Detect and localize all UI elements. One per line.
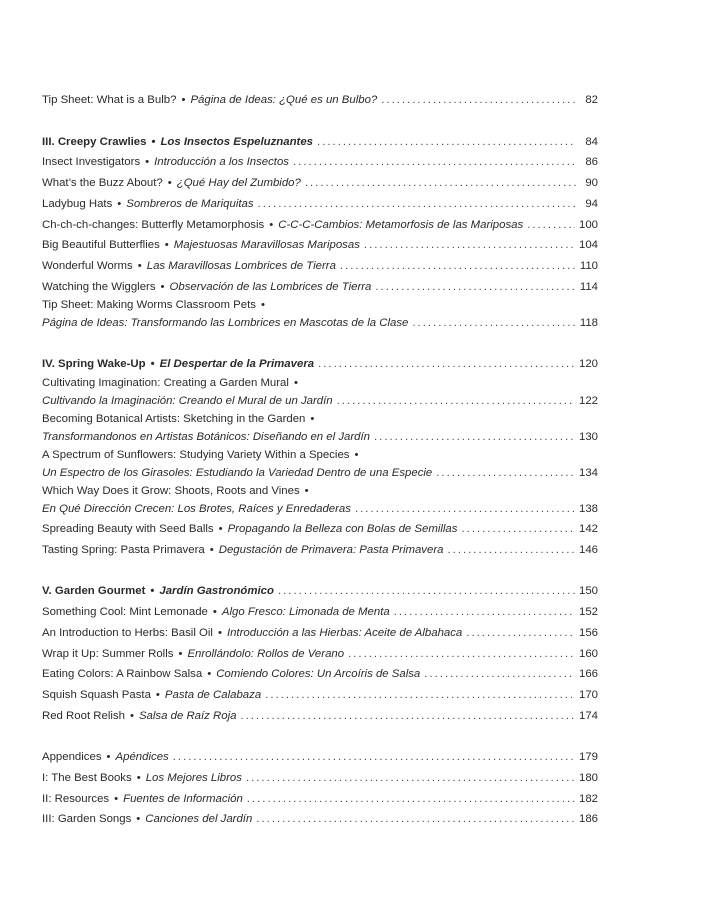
dot-leader (317, 132, 576, 153)
entry-title-english: Tasting Spring: Pasta Primavera (42, 543, 205, 556)
page-number: 86 (585, 156, 598, 169)
entry-title-english: IV. Spring Wake-Up (42, 358, 146, 371)
entry-title-spanish: Apéndices (115, 751, 169, 764)
table-of-contents (42, 90, 598, 830)
entry-title-english: Wrap it Up: Summer Rolls (42, 647, 174, 660)
entry-title-english: Spreading Beauty with Seed Balls (42, 523, 214, 536)
entry-title-spanish: Las Maravillosas Lombrices de Tierra (146, 259, 336, 272)
bullet-separator: • (117, 197, 122, 210)
bullet-separator: • (150, 358, 155, 371)
dot-leader (527, 215, 575, 236)
entry-title-spanish: Canciones del Jardín (145, 813, 253, 826)
toc-entry (42, 706, 598, 727)
bullet-separator: • (178, 647, 183, 660)
dot-leader (246, 768, 575, 789)
entry-title-spanish: Transformandonos en Artistas Botánicos: Diseñando en el Jardín (42, 431, 370, 444)
toc-entry (42, 277, 598, 298)
dot-leader (256, 809, 575, 830)
entry-title-english: A Spectrum of Sunflowers: Studying Variety Within a Species (42, 449, 350, 462)
entry-title-spanish: C-C-C-Cambios: Metamorfosis de las Mariposas (278, 218, 524, 231)
bullet-separator: • (155, 688, 160, 701)
bullet-separator: • (293, 377, 298, 390)
entry-title-english: Big Beautiful Butterflies (42, 239, 160, 252)
entry-title-spanish: Introducción a los Insectos (154, 156, 290, 169)
bullet-separator: • (106, 751, 111, 764)
dot-leader (355, 500, 575, 519)
toc-entry (42, 540, 598, 561)
entry-title-spanish: Observación de las Lombrices de Tierra (169, 280, 372, 293)
dot-leader (265, 685, 575, 706)
page-number: 142 (578, 523, 598, 536)
bullet-separator: • (151, 135, 156, 148)
entry-title-english: Eating Colors: A Rainbow Salsa (42, 668, 203, 681)
entry-title-english: Wonderful Worms (42, 259, 133, 272)
entry-title-spanish: Comiendo Colores: Un Arcoíris de Salsa (216, 668, 421, 681)
entry-title-spanish: ¿Qué Hay del Zumbido? (176, 177, 301, 190)
bullet-separator: • (167, 177, 172, 190)
page-number: 152 (578, 606, 598, 619)
toc-entry (42, 789, 598, 810)
entry-title-spanish: Cultivando la Imaginación: Creando el Mural de un Jardín (42, 395, 333, 408)
toc-entry (42, 152, 598, 173)
entry-title-english: I: The Best Books (42, 772, 132, 785)
entry-title-english: What’s the Buzz About? (42, 177, 163, 190)
toc-entry (42, 519, 598, 540)
page-number: 174 (578, 709, 598, 722)
dot-leader (364, 235, 575, 256)
bullet-separator: • (114, 792, 119, 805)
entry-title-spanish: Los Mejores Libros (145, 772, 242, 785)
toc-entry (42, 411, 598, 447)
page-number: 179 (578, 751, 598, 764)
page-number: 104 (578, 239, 598, 252)
entry-title-spanish: Pasta de Calabaza (164, 688, 262, 701)
page-number: 182 (578, 792, 598, 805)
bullet-separator: • (269, 218, 274, 231)
bullet-separator: • (260, 299, 265, 312)
page-number: 118 (579, 317, 598, 330)
toc-entry (42, 747, 598, 768)
toc-entry (42, 602, 598, 623)
entry-title-english: An Introduction to Herbs: Basil Oil (42, 626, 213, 639)
toc-entry (42, 375, 598, 411)
entry-title-spanish: Sombreros de Mariquitas (126, 197, 254, 210)
entry-title-english: V. Garden Gourmet (42, 585, 146, 598)
bullet-separator: • (181, 94, 186, 106)
page-number: 160 (578, 647, 598, 660)
toc-entry (42, 354, 598, 375)
entry-title-english: Which Way Does it Grow: Shoots, Roots and Vines (42, 485, 300, 498)
toc-entry (42, 297, 598, 333)
dot-leader (305, 173, 576, 194)
entry-title-english: Squish Squash Pasta (42, 688, 151, 701)
entry-title-spanish: Jardín Gastronómico (159, 585, 274, 598)
toc-entry (42, 581, 598, 602)
dot-leader (424, 664, 575, 685)
bullet-separator: • (129, 709, 134, 722)
dot-leader (318, 354, 575, 375)
dot-leader (374, 428, 575, 447)
page-number: 134 (578, 467, 598, 480)
entry-title-spanish: Enrollándolo: Rollos de Verano (187, 647, 345, 660)
entry-title-spanish: Salsa de Raíz Roja (138, 709, 237, 722)
entry-title-spanish: Página de Ideas: Transformando las Lombrices en Mascotas de la Clase (42, 317, 409, 330)
bullet-separator: • (136, 813, 141, 826)
dot-leader (461, 519, 575, 540)
dot-leader (173, 747, 575, 768)
bullet-separator: • (218, 523, 223, 536)
page-number: 146 (578, 543, 598, 556)
toc-entry (42, 447, 598, 483)
page-number: 82 (585, 94, 598, 106)
dot-leader (247, 789, 575, 810)
bullet-separator: • (164, 239, 169, 252)
entry-title-spanish: Degustación de Primavera: Pasta Primavera (218, 543, 444, 556)
toc-entry (42, 623, 598, 644)
bullet-separator: • (304, 485, 309, 498)
entry-title-english: Ladybug Hats (42, 197, 113, 210)
toc-entry (42, 215, 598, 236)
page-number: 170 (578, 688, 598, 701)
entry-title-english: III: Garden Songs (42, 813, 132, 826)
toc-entry (42, 235, 598, 256)
dot-leader (348, 644, 575, 665)
entry-title-english: Becoming Botanical Artists: Sketching in the Garden (42, 413, 306, 426)
bullet-separator: • (212, 606, 217, 619)
dot-leader (337, 392, 575, 411)
page-number: 122 (578, 395, 598, 408)
entry-title-spanish: Introducción a las Hierbas: Aceite de Albahaca (226, 626, 463, 639)
entry-title-english: Insect Investigators (42, 156, 141, 169)
entry-title-spanish: Página de Ideas: ¿Qué es un Bulbo? (190, 94, 378, 106)
entry-title-spanish: Un Espectro de los Girasoles: Estudiando la Variedad Dentro de una Especie (42, 467, 433, 480)
page-number: 166 (578, 668, 598, 681)
dot-leader (340, 256, 576, 277)
dot-leader (278, 581, 575, 602)
bullet-separator: • (160, 280, 165, 293)
entry-title-spanish: Fuentes de Información (123, 792, 243, 805)
bullet-separator: • (150, 585, 155, 598)
page-number: 110 (579, 259, 598, 272)
entry-title-english: Watching the Wigglers (42, 280, 156, 293)
bullet-separator: • (207, 668, 212, 681)
dot-leader (436, 464, 575, 483)
entry-title-english: Tip Sheet: Making Worms Classroom Pets (42, 299, 256, 312)
dot-leader (258, 194, 576, 215)
bullet-separator: • (145, 156, 150, 169)
toc-entry (42, 256, 598, 277)
page-number: 180 (578, 772, 598, 785)
page-number: 156 (578, 626, 598, 639)
dot-leader (466, 623, 575, 644)
dot-leader (375, 277, 575, 298)
page-number: 114 (579, 280, 598, 293)
dot-leader (447, 540, 575, 561)
entry-title-spanish: Algo Fresco: Limonada de Menta (221, 606, 390, 619)
dot-leader (381, 90, 576, 111)
entry-title-english: Red Root Relish (42, 709, 125, 722)
page-number: 84 (585, 135, 598, 148)
page-number: 150 (578, 585, 598, 598)
toc-entry (42, 90, 598, 111)
page-number: 186 (578, 813, 598, 826)
dot-leader (394, 602, 575, 623)
toc-entry (42, 194, 598, 215)
entry-title-spanish: Los Insectos Espeluznantes (160, 135, 314, 148)
bullet-separator: • (310, 413, 315, 426)
entry-title-english: Appendices (42, 751, 102, 764)
toc-entry (42, 173, 598, 194)
dot-leader (293, 152, 576, 173)
bullet-separator: • (354, 449, 359, 462)
entry-title-english: Cultivating Imagination: Creating a Garden Mural (42, 377, 289, 390)
dot-leader (412, 314, 575, 333)
bullet-separator: • (136, 772, 141, 785)
entry-title-english: Something Cool: Mint Lemonade (42, 606, 208, 619)
entry-title-english: II: Resources (42, 792, 110, 805)
toc-entry (42, 664, 598, 685)
entry-title-spanish: Propagando la Belleza con Bolas de Semillas (227, 523, 458, 536)
bullet-separator: • (217, 626, 222, 639)
page-number: 100 (578, 218, 598, 231)
page-number: 130 (578, 431, 598, 444)
entry-title-english: Ch-ch-ch-changes: Butterfly Metamorphosis (42, 218, 265, 231)
toc-entry (42, 809, 598, 830)
toc-entry (42, 132, 598, 153)
bullet-separator: • (137, 259, 142, 272)
entry-title-english: Tip Sheet: What is a Bulb? (42, 94, 177, 106)
toc-entry (42, 483, 598, 519)
page-number: 138 (578, 503, 598, 516)
entry-title-spanish: Majestuosas Maravillosas Mariposas (173, 239, 360, 252)
dot-leader (240, 706, 575, 727)
bullet-separator: • (209, 543, 214, 556)
entry-title-spanish: El Despertar de la Primavera (159, 358, 315, 371)
toc-entry (42, 644, 598, 665)
page-number: 90 (585, 177, 598, 190)
toc-entry (42, 768, 598, 789)
entry-title-spanish: En Qué Dirección Crecen: Los Brotes, Raíces y Enredaderas (42, 503, 351, 516)
page-number: 94 (585, 197, 598, 210)
page-number: 120 (578, 358, 598, 371)
entry-title-english: III. Creepy Crawlies (42, 135, 147, 148)
toc-entry (42, 685, 598, 706)
